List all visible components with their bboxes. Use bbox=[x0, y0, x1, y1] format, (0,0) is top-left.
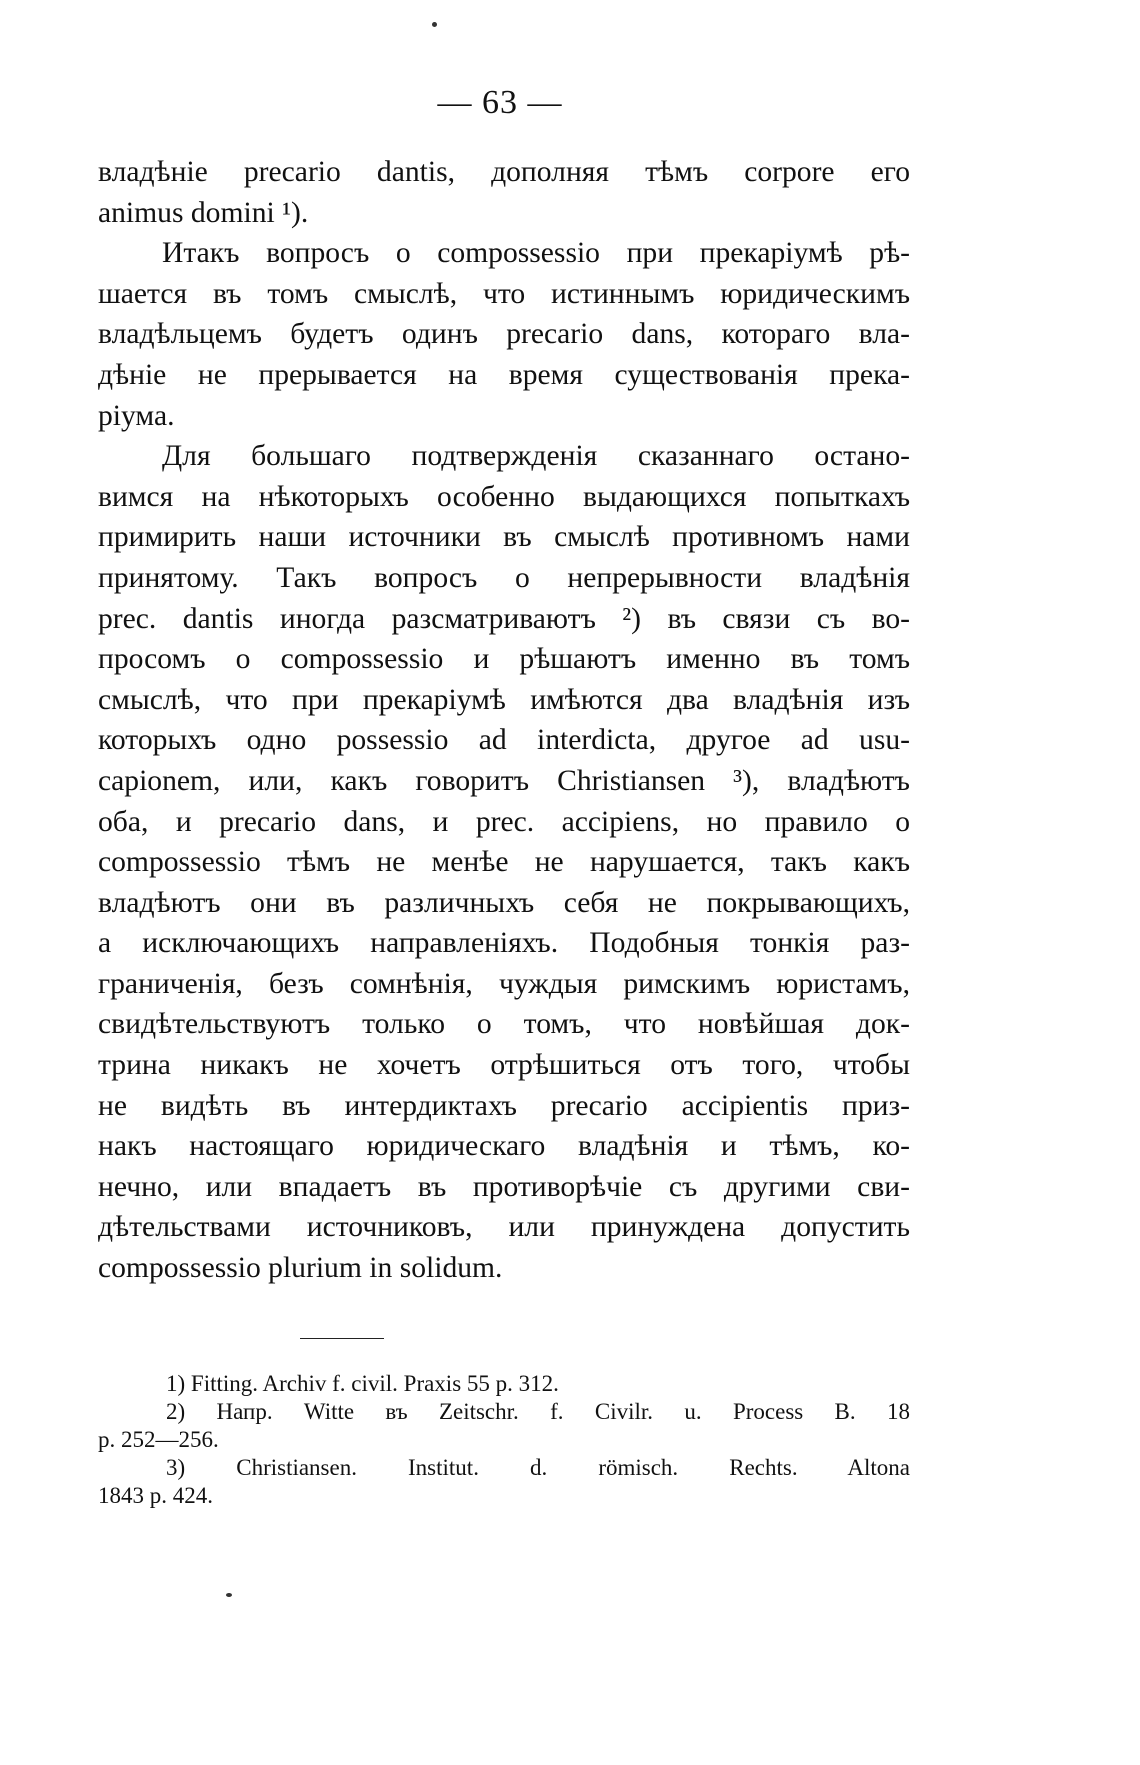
footnote-line: 1) Fitting. Archiv f. civil. Praxis 55 p. 312. bbox=[166, 1371, 559, 1396]
text-line: накъ настоящаго юридическаго владѣнія и тѣмъ, ко- bbox=[98, 1130, 910, 1163]
text-line: prec. dantis иногда разсматриваютъ ²) въ связи съ во- bbox=[98, 602, 910, 635]
text-line: Итакъ вопросъ о compossessio при прекаріумѣ рѣ- bbox=[162, 237, 910, 270]
text-line: compossessio тѣмъ не менѣе не нарушается, такъ какъ bbox=[98, 846, 910, 879]
paragraph bbox=[98, 436, 910, 1288]
text-line: шается въ томъ смыслѣ, что истиннымъ юридическимъ bbox=[98, 277, 910, 310]
text-line: animus domini ¹). bbox=[98, 196, 309, 229]
text-line: не видѣть въ интердиктахъ precario accipientis приз- bbox=[98, 1089, 910, 1122]
footnote-line: 3) Christiansen. Institut. d. römisch. Rechts. Altona bbox=[166, 1455, 910, 1480]
text-line: capionem, или, какъ говоритъ Christiansen ³), владѣютъ bbox=[98, 764, 910, 797]
footnote-divider bbox=[300, 1338, 384, 1339]
text-line: просомъ о compossessio и рѣшаютъ именно въ томъ bbox=[98, 643, 910, 676]
text-line: трина никакъ не хочетъ отрѣшиться отъ того, чтобы bbox=[98, 1049, 910, 1082]
text-line: Для большаго подтвержденія сказаннаго остано- bbox=[162, 440, 910, 473]
paragraph bbox=[98, 152, 910, 233]
text-line: граниченія, безъ сомнѣнія, чуждыя римскимъ юристамъ, bbox=[98, 967, 910, 1000]
scan-speck bbox=[226, 1593, 232, 1597]
text-line: оба, и precario dans, и prec. accipiens, но правило о bbox=[98, 805, 910, 838]
text-line: владѣльцемъ будетъ одинъ precario dans, котораго вла- bbox=[98, 318, 910, 351]
footnote-3 bbox=[98, 1454, 910, 1510]
text-line: дѣтельствами источниковъ, или принуждена допустить bbox=[98, 1211, 910, 1244]
text-line: ріума. bbox=[98, 399, 175, 432]
paragraph bbox=[98, 233, 910, 436]
footnotes bbox=[98, 1370, 910, 1510]
text-line: принятому. Такъ вопросъ о непрерывности владѣнія bbox=[98, 561, 910, 594]
text-line: compossessio plurium in solidum. bbox=[98, 1252, 503, 1285]
text-line: смыслѣ, что при прекаріумѣ имѣются два владѣнія изъ bbox=[98, 683, 910, 716]
page-number: — 63 — bbox=[437, 84, 563, 121]
text-line: дѣніе не прерывается на время существованія прека- bbox=[98, 358, 910, 391]
footnote-line: p. 252—256. bbox=[98, 1427, 219, 1452]
footnote-2 bbox=[98, 1398, 910, 1454]
text-line: а исключающихъ направленіяхъ. Подобныя тонкія раз- bbox=[98, 927, 910, 960]
footnote-line: 1843 p. 424. bbox=[98, 1483, 213, 1508]
footnote-1 bbox=[98, 1370, 910, 1398]
text-line: владѣніе precario dantis, дополняя тѣмъ corpore его bbox=[98, 156, 910, 188]
text-line: свидѣтельствуютъ только о томъ, что новѣйшая док- bbox=[98, 1008, 910, 1041]
scan-speck bbox=[432, 22, 437, 27]
text-line: нечно, или впадаетъ въ противорѣчіе съ другими сви- bbox=[98, 1170, 910, 1203]
text-line: которыхъ одно possessio ad interdicta, другое ad usu- bbox=[98, 724, 910, 757]
footnote-line: 2) Напр. Witte въ Zeitschr. f. Civilr. u. Process B. 18 bbox=[166, 1399, 910, 1424]
text-line: владѣютъ они въ различныхъ себя не покрывающихъ, bbox=[98, 886, 910, 919]
text-line: вимся на нѣкоторыхъ особенно выдающихся попыткахъ bbox=[98, 480, 910, 513]
main-text bbox=[98, 152, 910, 1289]
text-line: примирить наши источники въ смыслѣ противномъ нами bbox=[98, 521, 910, 554]
